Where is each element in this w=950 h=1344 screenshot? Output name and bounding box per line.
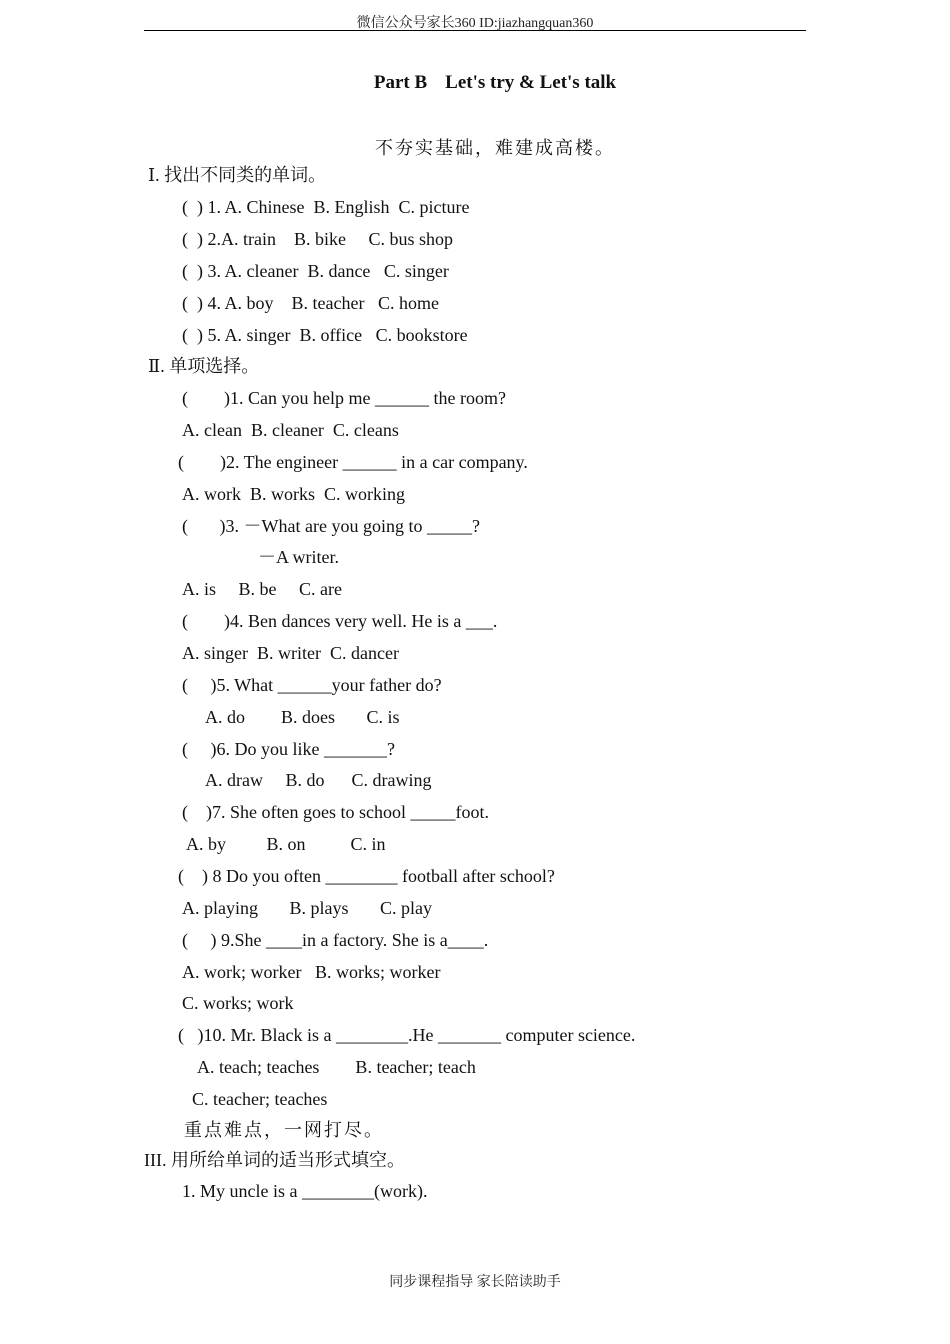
s2-options: C. teacher; teaches <box>192 1089 328 1109</box>
s2-options: A. clean B. cleaner C. cleans <box>182 420 399 440</box>
page-footer: 同步课程指导 家长陪读助手 <box>389 1275 561 1290</box>
motto: 不夯实基础，难建成高楼。 <box>375 138 615 158</box>
s2-question: ( )5. What ______your father do? <box>182 675 442 695</box>
s2-options: A. teach; teaches B. teacher; teach <box>197 1057 476 1077</box>
s2-options: A. do B. does C. is <box>205 707 400 727</box>
note: 重点难点，一网打尽。 <box>184 1120 384 1140</box>
s2-answer-line: －A writer. <box>258 547 339 567</box>
header-rule <box>144 30 806 31</box>
page-header: 微信公众号家长360 ID:jiazhangquan360 <box>356 16 594 31</box>
s1-line: ( ) 4. A. boy B. teacher C. home <box>182 293 439 313</box>
s2-question: ( )7. She often goes to school _____foot. <box>182 802 489 822</box>
s2-question: ( )1. Can you help me ______ the room? <box>182 388 506 408</box>
s2-question: ( )6. Do you like _______? <box>182 739 395 759</box>
section3-heading: III. 用所给单词的适当形式填空。 <box>144 1150 405 1170</box>
s2-options: A. work; worker B. works; worker <box>182 962 441 982</box>
s2-options: A. work B. works C. working <box>182 484 405 504</box>
s2-question: ( )10. Mr. Black is a ________.He _______ computer science. <box>178 1025 636 1045</box>
s2-options: A. by B. on C. in <box>186 834 386 854</box>
s2-question: ( )4. Ben dances very well. He is a ___. <box>182 611 498 631</box>
title-part: Part B <box>373 72 428 93</box>
s2-options: A. is B. be C. are <box>182 579 342 599</box>
s1-line: ( ) 2.A. train B. bike C. bus shop <box>182 229 453 249</box>
s2-question: ( )2. The engineer ______ in a car company. <box>178 452 528 472</box>
section2-heading: Ⅱ. 单项选择。 <box>148 356 260 376</box>
s2-options: C. works; work <box>182 993 294 1013</box>
s1-line: ( ) 3. A. cleaner B. dance C. singer <box>182 261 449 281</box>
s2-options: A. playing B. plays C. play <box>182 898 432 918</box>
s2-question: ( ) 8 Do you often ________ football after school? <box>178 866 555 886</box>
s2-options: A. draw B. do C. drawing <box>205 770 432 790</box>
page-title <box>0 72 950 94</box>
s2-question: ( )3. －What are you going to _____? <box>182 516 480 536</box>
s2-options: A. singer B. writer C. dancer <box>182 643 399 663</box>
section1-heading: Ⅰ. 找出不同类的单词。 <box>148 165 327 185</box>
s3-question: 1. My uncle is a ________(work). <box>182 1181 428 1201</box>
s1-line: ( ) 5. A. singer B. office C. bookstore <box>182 325 468 345</box>
s2-question: ( ) 9.She ____in a factory. She is a____. <box>182 930 489 950</box>
s1-line: ( ) 1. A. Chinese B. English C. picture <box>182 197 470 217</box>
title-topic: Let's try & Let's talk <box>445 72 617 93</box>
